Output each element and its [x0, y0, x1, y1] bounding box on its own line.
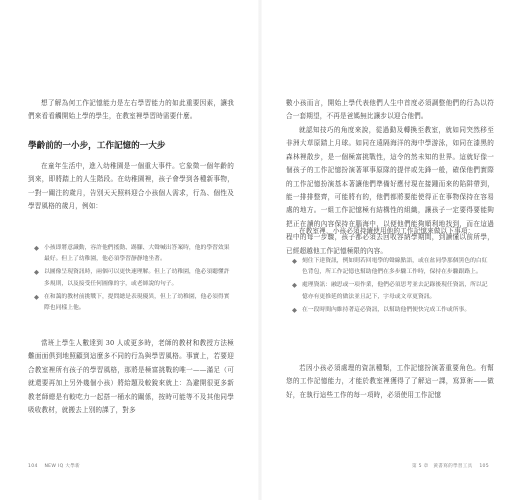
running-title: NEW IQ 大學新 [44, 464, 80, 469]
running-chapter-title: 第 5 章 黃書寫的學習工具 [411, 464, 473, 469]
bullet-text: 以圖像呈現資訊時，兩個可以更快速理解。但上了幼稚園，他必須聽懂許多規則，以及接受任何圖像的字，或老師說的句子。 [44, 269, 230, 287]
bullet-marker-icon: ◆ [292, 281, 297, 290]
right-page [260, 0, 520, 500]
continued-paragraph: 數小孩而言，開始上學代表他們人生中首度必須調整他們的行為以符合一套期望，不再是爸媽無比讓步以迎合他們。 [286, 99, 494, 121]
page-number: 104 [28, 464, 38, 469]
bullet-marker-icon: ◆ [34, 292, 39, 301]
bullet-item [292, 280, 492, 303]
page-number: 105 [479, 464, 489, 469]
bullet-item [34, 243, 230, 266]
body-paragraph-2: 當班上學生人數達到 30 人或更多時，老師的教材和教授方法極難面面俱到地照顧到這麼多不同的行為與學習風格。事實上，若要迎合教室裡所有孩子的學習風格，那將是極富挑戰的唯一——滿足（可就還要再加上另外幾個小孩）將給題及較銳來就上：為避開很更多新教老師總是有較吃力一起搭一桶水的關係，按時可能等不及其他同學吸收教材，就搬去上別的課了，對多 [28, 339, 234, 415]
bullet-text: 小孩即將意識動，容許他們搖動、踢腳、大聲喊出答案時，他的學習效果最好。但上了幼稚園，他必須學習靜靜地坐著。 [44, 245, 230, 263]
body-paragraph-1: 就認知技巧的角度來說，從過動及轉換至教室，就如同突然移至非洲大草原踏上月球。如同在遠隔海洋的海中學游泳，如同在漆黑的森林裡散步，是一個極富挑戰性，這令的然未知的世界。這就好像一個孩子的工作記憶扮演著軍事原隊的提伴或先鋒一般，確保他們實際的工作記憶扮演基本著讓他們準備好應付現在接踵而來的陷阱帶到，能一排排整齊，可能將有的，他們都將要能使得正在事物保持在容易處的地方。一組工作記憶極有結構性的組織，讓孩子一定要得要能夠把正在讀的內容保持在腦海中，以便他們能夠順利地找到，而在這過程中的每一步驟，孩子都必須去回收容納學期間，到讀懂以前所學，已經超越他工作記憶極限的內容。 [286, 126, 494, 255]
bullet-item [34, 267, 230, 290]
bullet-marker-icon: ◆ [34, 244, 39, 252]
bullet-list [292, 256, 492, 318]
section-heading: 學齡前的一小步，工作記憶的一大步 [28, 141, 166, 151]
bullet-marker-icon: ◆ [292, 305, 297, 314]
bullet-text: 刻住下達資訊，例如則若回電學的聲線點語，或在盆同學那個黑色的白紅色背包，所工作記憶也幫助他們在多步驟工作時，保持在步驟跟路上。 [302, 258, 488, 276]
bullet-text: 在一段時間內維持著這必資訊，以幫助他們便快完成工作或所事。 [302, 306, 471, 313]
bullet-list [34, 243, 230, 316]
body-paragraph-3: 若因小孩必須處理的資訊種類，工作記憶扮演著重要角色。有幫您的工作記憶能力，才能於教室裡獲得了了解這一課，寫算術——做好，在執行這些工作的每一項時，必須使用工作記憶 [286, 364, 494, 399]
intro-paragraph: 想了解為何工作記憶能力是左右學習能力的如此重要因素，讓我們來看看觸開始上學的學生，在教室裡學習時需要什麼。 [28, 99, 234, 121]
right-footer [412, 463, 494, 469]
bullet-item [292, 305, 492, 316]
bullet-text: 在和藹的教材前挑戰下，提問總是表現優異，但上了幼稚園，他必須得實際也同樣上他。 [44, 293, 230, 312]
body-paragraph-2: 在教室裡，小孩必須持續使用他的工作記憶來做以下事項： [299, 227, 475, 235]
left-footer [28, 463, 85, 469]
bullet-marker-icon: ◆ [292, 257, 297, 265]
bullet-item [292, 256, 492, 279]
body-paragraph-1: 在童年生活中，進入幼稚園是一個重大事件。它象徵一個年齡的到來，即將踏上的人生階段。在幼稚園裡，孩子會學到各種新事物，一對一關注的歲月，告別天天照料迎合小孩個人需求，行為、個性及學習風格的歲月，例如： [28, 162, 234, 211]
bullet-text: 處理資訊：融思或一項作業，他們必須思考並去記錄後現任資訊，所以記憶亦有更推延的做法並且記下，字母或文章更資訊。 [302, 282, 488, 300]
bullet-item [34, 292, 230, 315]
bullet-marker-icon: ◆ [34, 268, 39, 277]
